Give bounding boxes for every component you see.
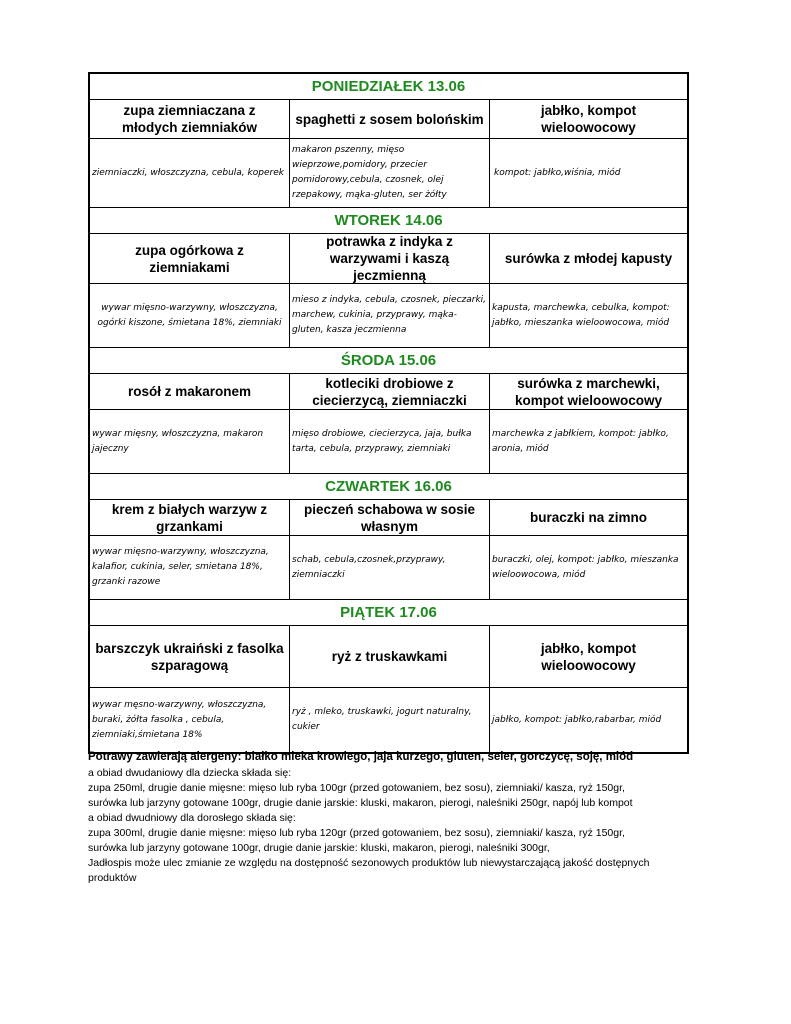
main-dish-ingredients: ryż , mleko, truskawki, jogurt naturalny, cukier xyxy=(290,688,490,752)
adult-portion-line: surówka lub jarzyny gotowane 100gr, drugie danie jarskie: kluski, makaron, pierogi, naleśniki 300gr, xyxy=(88,842,550,854)
main-dish-ingredients: makaron pszenny, mięso wieprzowe,pomidory, przecier pomidorowy,cebula, czosnek, olej rzepakowy, mąka-gluten, ser żółty xyxy=(290,139,490,207)
main-dish-name: spaghetti z sosem bolońskim xyxy=(290,100,490,138)
side-dish-name: buraczki na zimno xyxy=(529,510,648,525)
dish-row xyxy=(90,626,687,688)
day-header-thursday: CZWARTEK 16.06 xyxy=(90,474,687,500)
adult-portion-line: zupa 300ml, drugie danie mięsne: mięso lub ryba 120gr (przed gotowaniem, bez sosu), ziemniaki/ kasza, ryż 150gr, xyxy=(88,827,625,839)
soup-name: zupa ogórkowa z ziemniakami xyxy=(90,234,290,283)
day-header-friday: PIĄTEK 17.06 xyxy=(90,600,687,626)
soup-name: rosół z makaronem xyxy=(90,374,290,409)
dish-row xyxy=(90,374,687,410)
main-dish-ingredients: mięso drobiowe, ciecierzyca, jaja, bułka tarta, cebula, przyprawy, ziemniaki xyxy=(290,410,490,473)
main-dish-name: potrawka z indyka z warzywami i kaszą jeczmienną xyxy=(290,234,490,283)
soup-ingredients: wywar męsno-warzywny, włoszczyzna, buraki, żółta fasolka , cebula, ziemniaki,śmietana 18% xyxy=(90,688,290,752)
main-dish-name: pieczeń schabowa w sosie własnym xyxy=(290,500,490,535)
weekly-menu-table xyxy=(88,72,689,754)
side-dish-ingredients: jabłko, kompot: jabłko,rabarbar, miód xyxy=(492,714,662,725)
disclaimer-line: Jadłospis może ulec zmianie ze względu na dostępność sezonowych produktów lub niewystarczającą jakość dostępnych xyxy=(88,857,650,869)
side-dish-name: surówka z marchewki, kompot wieloowocowy xyxy=(514,375,662,408)
soup-ingredients: wywar mięsno-warzywny, włoszczyzna, kalafior, cukinia, seler, smietana 18%, grzanki razowe xyxy=(90,536,290,599)
disclaimer-line: produktów xyxy=(88,872,137,884)
day-header-tuesday: WTOREK 14.06 xyxy=(90,208,687,234)
menu-notes xyxy=(88,750,708,886)
side-dish-ingredients: kompot: jabłko,wiśnia, miód xyxy=(494,167,621,178)
adult-portion-intro: a obiad dwudniowy dla dorosłego składa się: xyxy=(88,812,296,824)
ingredients-row xyxy=(90,410,687,474)
ingredients-row xyxy=(90,688,687,752)
main-dish-name: ryż z truskawkami xyxy=(290,626,490,687)
side-dish-name: surówka z młodej kapusty xyxy=(504,251,673,266)
dish-row xyxy=(90,100,687,139)
soup-name: barszczyk ukraiński z fasolka szparagową xyxy=(90,626,290,687)
main-dish-ingredients: mieso z indyka, cebula, czosnek, pieczarki, marchew, cukinia, przyprawy, mąka-gluten, kasza jeczmienna xyxy=(290,284,490,347)
side-dish-name: jabłko, kompot wieloowocowy xyxy=(540,103,637,135)
soup-ingredients: wywar mięsny, włoszczyzna, makaron jajeczny xyxy=(90,410,290,473)
soup-name: zupa ziemniaczana z młodych ziemniaków xyxy=(90,100,290,138)
child-portion-line: zupa 250ml, drugie danie mięsne: mięso lub ryba 100gr (przed gotowaniem, bez sosu), ziemniaki/ kasza, ryż 150gr, xyxy=(88,782,625,794)
soup-name: krem z białych warzyw z grzankami xyxy=(90,500,290,535)
ingredients-row xyxy=(90,284,687,348)
ingredients-row xyxy=(90,139,687,208)
dish-row xyxy=(90,500,687,536)
allergens-note: Potrawy zawierają alergeny: białko mleka krowiego, jaja kurzego, gluten, seler, gorczycę, soję, miód xyxy=(88,751,634,763)
child-portion-intro: a obiad dwudaniowy dla dziecka składa się: xyxy=(88,767,292,779)
ingredients-row xyxy=(90,536,687,600)
soup-ingredients: ziemniaczki, włoszczyzna, cebula, koperek xyxy=(90,139,290,207)
day-header-wednesday: ŚRODA 15.06 xyxy=(90,348,687,374)
dish-row xyxy=(90,234,687,284)
side-dish-ingredients: marchewka z jabłkiem, kompot: jabłko, aronia, miód xyxy=(492,428,669,454)
main-dish-name: kotleciki drobiowe z ciecierzycą, ziemniaczki xyxy=(290,374,490,409)
side-dish-name: jabłko, kompot wieloowocowy xyxy=(540,640,637,673)
child-portion-line: surówka lub jarzyny gotowane 100gr, drugie danie jarskie: kluski, makaron, pierogi, naleśniki 250gr, napój lub kompot xyxy=(88,797,633,809)
soup-ingredients: wywar mięsno-warzywny, włoszczyzna, ogórki kiszone, śmietana 18%, ziemniaki xyxy=(90,284,290,347)
day-header-monday: PONIEDZIAŁEK 13.06 xyxy=(90,74,687,100)
side-dish-ingredients: buraczki, olej, kompot: jabłko, mieszanka wieloowocowa, miód xyxy=(492,554,679,580)
main-dish-ingredients: schab, cebula,czosnek,przyprawy, ziemniaczki xyxy=(290,536,490,599)
side-dish-ingredients: kapusta, marchewka, cebulka, kompot: jabłko, mieszanka wieloowocowa, miód xyxy=(492,302,670,328)
